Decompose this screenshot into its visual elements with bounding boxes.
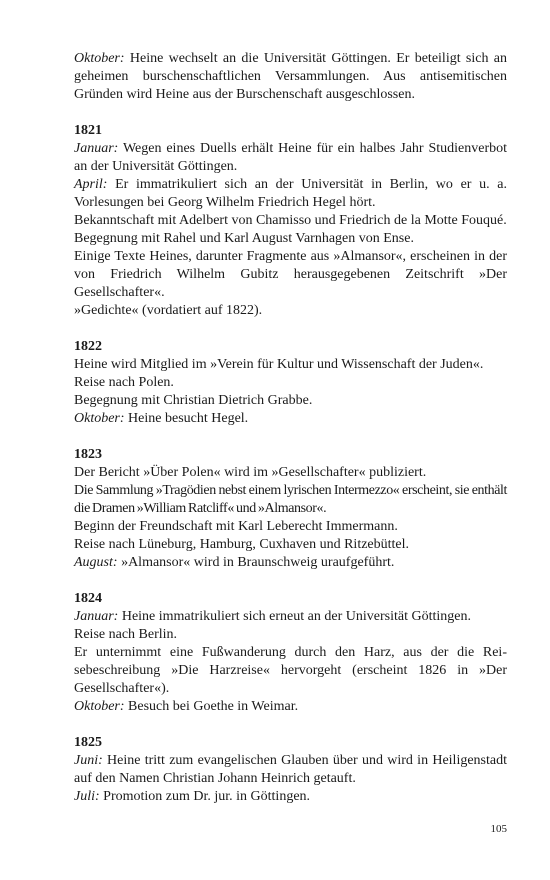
chronology-entry (74, 248, 507, 302)
chronology-entry (74, 230, 507, 248)
entry-month: August: (74, 555, 118, 570)
entry-text: »Gedichte« (vordatiert auf 1822). (74, 303, 263, 318)
chronology-entry (74, 374, 507, 392)
chronology-entry (74, 536, 507, 554)
page-body (74, 50, 507, 806)
entry-text: Heine besucht Hegel. (124, 411, 249, 426)
entry-month: Oktober: (74, 51, 125, 66)
year-heading: 1824 (74, 591, 102, 606)
chronology-entry (74, 140, 507, 176)
entry-text: Einige Texte Heines, darunter Fragmente aus »Almansor«, erscheinen in der von Friedrich Wilhelm Gubitz herausgegebenen Zeitschrift »Der Gesellschafter«. (74, 249, 507, 300)
entry-text: Beginn der Freundschaft mit Karl Leberecht Immermann. (74, 519, 398, 534)
chronology-entry (74, 788, 507, 806)
chronology-entry (74, 626, 507, 644)
entry-text: Er immatrikuliert sich an der Universität in Berlin, wo er u. a. Vorlesungen bei Georg Wilhelm Friedrich Hegel hört. (74, 177, 507, 210)
chronology-entry (74, 644, 507, 698)
chronology-entry (74, 752, 507, 788)
year-section (74, 122, 507, 320)
year-section (74, 338, 507, 428)
page-number: 105 (490, 823, 507, 835)
entry-text: Bekanntschaft mit Adelbert von Chamisso und Friedrich de la Motte Fouqué. (74, 213, 507, 228)
chronology-entry (74, 212, 507, 230)
entry-month: Oktober: (74, 411, 125, 426)
chronology-entry (74, 50, 507, 104)
entry-month: Januar: (74, 609, 119, 624)
chronology-entry (74, 302, 507, 320)
chronology-entry (74, 176, 507, 212)
entry-month: Januar: (74, 141, 119, 156)
entry-text: Er unternimmt eine Fußwanderung durch den Harz, aus der die Reisebeschreibung »Die Harzreise« hervorgeht (erscheint 1826 in »Der Gesellschafter«). (74, 645, 507, 696)
entry-month: April: (74, 177, 108, 192)
entry-text: Begegnung mit Christian Dietrich Grabbe. (74, 393, 313, 408)
chronology-entry (74, 698, 507, 716)
year-heading: 1822 (74, 339, 102, 354)
entry-text: Promotion zum Dr. jur. in Göttingen. (99, 789, 311, 804)
chronology-entry (74, 356, 507, 374)
entry-text: Reise nach Polen. (74, 375, 174, 390)
chronology-entry (74, 410, 507, 428)
entry-month: Juni: (74, 753, 103, 768)
chronology-sections (74, 122, 507, 806)
year-section (74, 590, 507, 716)
entry-month: Juli: (74, 789, 100, 804)
chronology-entry (74, 608, 507, 626)
chronology-entry (74, 482, 507, 518)
entry-text: Der Bericht »Über Polen« wird im »Gesellschafter« publiziert. (74, 465, 427, 480)
entry-text: Heine wechselt an die Universität Göttingen. Er beteiligt sich an geheimen burschenschaftlichen Versammlungen. Aus antisemitischen Gründen wird Heine aus der Burschenschaft ausgeschlossen. (74, 51, 507, 102)
intro-block (74, 50, 507, 104)
entry-text: Heine tritt zum evangelischen Glauben über und wird in Heiligenstadt auf den Namen Christian Johann Heinrich getauft. (74, 753, 507, 786)
entry-text: Heine wird Mitglied im »Verein für Kultur und Wissenschaft der Juden«. (74, 357, 484, 372)
entry-text: Heine immatrikuliert sich erneut an der Universität Göttingen. (118, 609, 471, 624)
entry-text: Besuch bei Goethe in Weimar. (124, 699, 299, 714)
chronology-entry (74, 464, 507, 482)
chronology-entry (74, 518, 507, 536)
entry-text: Begegnung mit Rahel und Karl August Varnhagen von Ense. (74, 231, 414, 246)
year-heading: 1825 (74, 735, 102, 750)
year-section (74, 734, 507, 806)
entry-month: Oktober: (74, 699, 125, 714)
entry-text: »Almansor« wird in Braunschweig uraufgeführt. (117, 555, 395, 570)
chronology-entry (74, 554, 507, 572)
entry-text: Reise nach Berlin. (74, 627, 178, 642)
year-heading: 1823 (74, 447, 102, 462)
entry-text: Reise nach Lüneburg, Hamburg, Cuxhaven und Ritzebüttel. (74, 537, 410, 552)
year-section (74, 446, 507, 572)
entry-text: Wegen eines Duells erhält Heine für ein halbes Jahr Studienverbot an der Universität Göttingen. (74, 141, 507, 174)
chronology-entry (74, 392, 507, 410)
year-heading: 1821 (74, 123, 102, 138)
entry-text: Die Sammlung »Tragödien nebst einem lyrischen Intermezzo« erscheint, sie enthält die Dramen »William Ratcliff« und »Almansor«. (74, 483, 507, 516)
